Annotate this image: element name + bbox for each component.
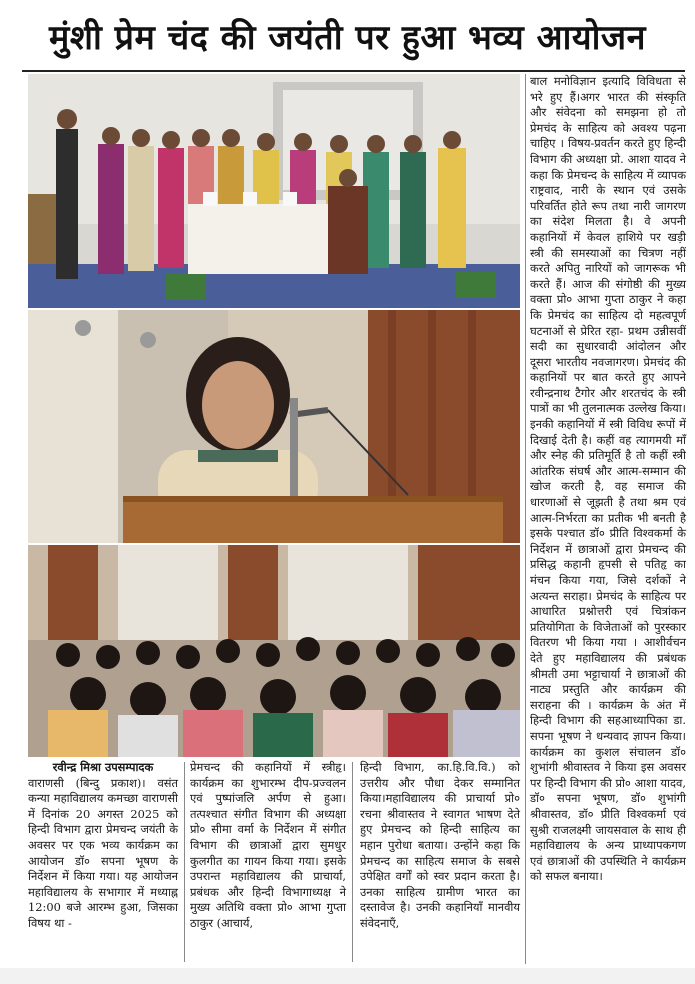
column-separator [352, 762, 353, 962]
headline: मुंशी प्रेम चंद की जयंती पर हुआ भव्य आयोजन [49, 18, 646, 58]
column-separator [525, 74, 526, 964]
article-column-1 [28, 760, 178, 932]
article-column-3 [360, 760, 520, 932]
group-photo [28, 74, 520, 308]
article-column-2 [190, 760, 346, 932]
column-4-text: बाल मनोविज्ञान इत्यादि विविधता से भरे हुए हैं।अगर भारत की संस्कृति और संवेदना को समझना हो तो प्रेमचंद के साहित्य को अवश्य पढ़ना चाहिए । विषय-प्रवर्तन करते हुए हिन्दी विभाग की अध्यक्षा प्रो. आशा यादव ने कहा कि प्रेमचन्द के साहित्य में व्यापक राष्ट्रवाद, नारी के स्थान एवं उसके परिवर्तित होते रूप तथा नारी जागरण का संदेश मिलता है। वे अपनी कहानियों में केवल हाशिये पर खड़ी स्त्री की समस्याओं का चित्रण नहीं करते अपितु नारियों को जागरूक भी करते हैं। आज की संगोष्ठी की मुख्य वक्ता प्रो० आभा गुप्ता ठाकुर ने कहा कि प्रेमचंद का साहित्य दो महत्वपूर्ण घटनाओं से प्रेरित रहा- प्रथम उन्नीसवीं सदी का सुधारवादी आंदोलन और दूसरा भारतीय नवजागरण। प्रेमचंद की कहानियों पर बात करते हुए आपने रवीन्द्रनाथ टैगोर और शरतचंद के स्त्री पात्रों का भी तुलनात्मक उल्लेख किया। इनकी कहानियों में स्त्री विविध रूपों में दिखाई देती है। कहीं वह त्यागमयी माँ और स्नेह की प्रतिमूर्ति है तो कहीं स्त्री आंतरिक संघर्ष और आत्म-सम्मान की खोज करती है, वह समाज की धारणाओं से जूझती है तथा श्रम एवं आत्म-निर्भरता का प्रतीक भी बनती है इसके पश्चात डॉ० प्रीति विश्वकर्मा के निर्देशन में छात्राओं द्वारा प्रेमचन्द की प्रसिद्ध कहानी हृपसी से पतिहृ का मंचन किया गया, जिसे दर्शकों ने अत्यन्त सराहा। प्रेमचंद के साहित्य पर आधारित प्रश्नोत्तरी एवं चित्रांकन प्रतियोगिता के विजेताओं को पुरस्कार वितरण भी किया गया । आशीर्वचन देते हुए महाविद्यालय की प्रबंधक श्रीमती उमा भट्टाचार्या ने छात्राओं की नाट्य प्रस्तुति और कार्यक्रम की सराहना की । कार्यक्रम के अंत में हिन्दी विभाग की सहआध्यापिका डा. सपना भूषण ने धन्यवाद ज्ञापन किया। कार्यक्रम का कुशल संचालन डॉ० शुभांगी श्रीवास्तव ने किया इस अवसर पर हिन्दी विभाग की प्रो० आशा यादव, डॉ० सपना भूषण, डॉ० शुभांगी श्रीवास्तव, डॉ० प्रीति विश्वकर्मा एवं सुश्री राजलक्ष्मी जायसवाल के साथ ही महाविद्यालय के अन्य प्राध्यापकगण एवं छात्राओं की उपस्थिति ने कार्यक्रम को सफल बनाया। [530, 74, 686, 884]
column-1-text: वाराणसी (बिन्दु प्रकाश)। वसंत कन्या महाविद्यालय कमच्छा वाराणसी में दिनांक 20 अगस्त 2025 को हिन्दी विभाग द्वारा प्रेमचन्द जयंती के अवसर पर एक भव्य कार्यक्रम का आयोजन डॉ० सपना भूषण के निर्देशन में किया गया। यह आयोजन महाविद्यालय के सभागार में मध्याह्न 12:00 बजे आरम्भ हुआ, जिसका विषय था - [28, 775, 178, 930]
speaker-photo [28, 310, 520, 543]
headline-rule [22, 70, 685, 72]
byline: रवीन्द्र मिश्रा उपसम्पादक [52, 760, 154, 774]
column-2-text: प्रेमचन्द की कहानियों में स्त्रीहृ। कार्यक्रम का शुभारम्भ दीप-प्रज्वलन एवं पुष्पांजलि अर्पण से हुआ। तत्पश्चात संगीत विभाग की अध्यक्षा प्रो० सीमा वर्मा के निर्देशन में संगीत विभाग की छात्राओं द्वारा सुमधुर कुलगीत का गायन किया गया। इसके उपरान्त महाविद्यालय की प्राचार्या, प्रबंधक और हिन्दी विभागाध्यक्ष ने मुख्य अतिथि वक्ता प्रो० आभा गुप्ता ठाकुर (आचार्य, [190, 760, 346, 930]
article-column-4 [530, 74, 686, 885]
audience-photo [28, 545, 520, 757]
page-bottom-margin [0, 968, 695, 984]
column-3-text: हिन्दी विभाग, का.हि.वि.वि.) को उत्तरीय और पौधा देकर सम्मानित किया।महाविद्यालय की प्राचार्या प्रो० रचना श्रीवास्तव ने स्वागत भाषण देते हुए प्रेमचन्द को हिन्दी साहित्य का महान पुरोधा बताया। उन्होंने कहा कि प्रेमचन्द का साहित्य समाज के सबसे उपेक्षित वर्गों को स्वर प्रदान करता है। उनका साहित्य ग्रामीण भारत का दस्तावेज है। उनकी कहानियाँ मानवीय संवेदनाएँ, [360, 760, 520, 930]
column-separator [184, 762, 185, 962]
